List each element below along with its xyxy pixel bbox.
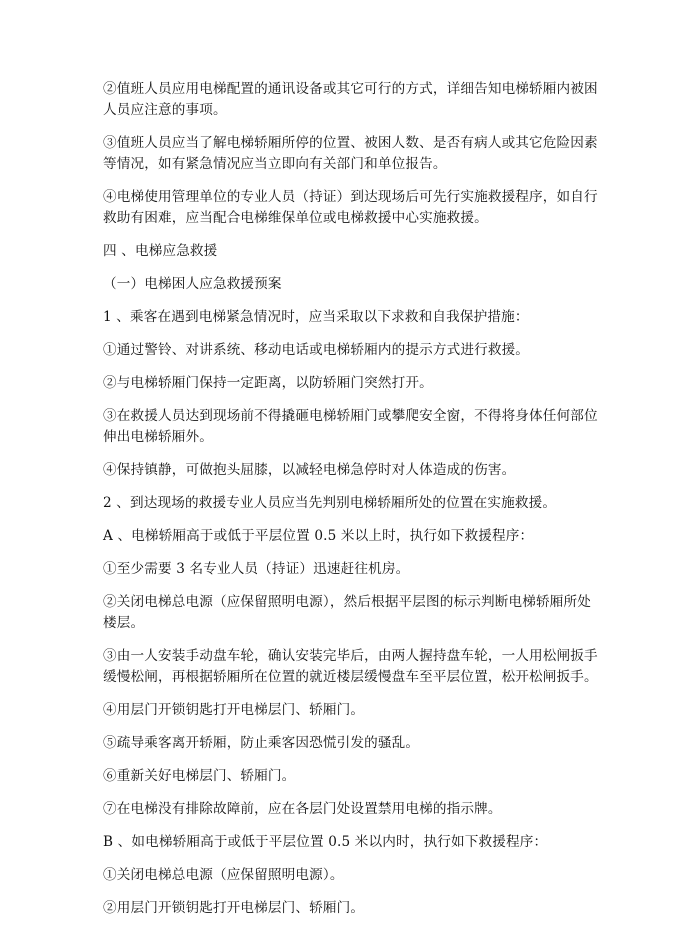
list-item-keep-distance: ②与电梯轿厢门保持一定距离，以防轿厢门突然打开。 [103,375,433,391]
paragraph-professional-rescue: ④电梯使用管理单位的专业人员（持证）到达现场后可先行实施救援程序，如自行救助有困难，应当配合电梯维保单位或电梯救援中心实施救援。 [103,189,598,226]
paragraph-duty-notify: ②值班人员应用电梯配置的通讯设备或其它可行的方式，详细告知电梯轿厢内被困人员应注意的事项。 [103,81,598,118]
paragraph-passenger-measures: 1 、乘客在遇到电梯紧急情况时，应当采取以下求救和自我保护措施： [103,309,529,325]
section-heading-emergency-rescue: 四 、电梯应急救援 [103,243,218,259]
list-item-b2: ②用层门开锁钥匙打开电梯层门、轿厢门。 [103,900,365,916]
list-item-stay-calm: ④保持镇静，可做抱头屈膝，以减轻电梯急停时对人体造成的伤害。 [103,462,516,478]
subsection-heading-trapped-plan: （一）电梯困人应急救援预案 [103,276,282,292]
paragraph-procedure-a: A 、电梯轿厢高于或低于平层位置 0.5 米以上时，执行如下救援程序： [103,528,534,544]
list-item-b1: ①关闭电梯总电源（应保留照明电源）。 [103,867,344,883]
list-item-a1: ①至少需要 3 名专业人员（持证）迅速赶往机房。 [103,561,410,577]
list-item-a6: ⑥重新关好电梯层门、轿厢门。 [103,768,296,784]
list-item-a3: ③由一人安装手动盘车轮，确认安装完毕后，由两人握持盘车轮，一人用松闸扳手缓慢松闸，再根据轿厢所在位置的就近楼层缓慢盘车至平层位置，松开松闸扳手。 [103,648,598,685]
list-item-a5: ⑤疏导乘客离开轿厢，防止乘客因恐慌引发的骚乱。 [103,735,420,751]
paragraph-procedure-b: B 、如电梯轿厢高于或低于平层位置 0.5 米以内时，执行如下救援程序： [103,834,548,850]
list-item-a7: ⑦在电梯没有排除故障前，应在各层门处设置禁用电梯的指示牌。 [103,801,502,817]
list-item-alarm: ①通过警铃、对讲系统、移动电话或电梯轿厢内的提示方式进行救援。 [103,342,530,358]
list-item-a2: ②关闭电梯总电源（应保留照明电源），然后根据平层图的标示判断电梯轿厢所处楼层。 [103,594,591,631]
document-body [103,79,603,931]
list-item-no-prying: ③在救援人员达到现场前不得撬砸电梯轿厢门或攀爬安全窗，不得将身体任何部位伸出电梯轿厢外。 [103,408,598,445]
list-item-a4: ④用层门开锁钥匙打开电梯层门、轿厢门。 [103,702,365,718]
paragraph-rescue-position: 2 、到达现场的救援专业人员应当先判别电梯轿厢所处的位置在实施救援。 [103,495,557,511]
paragraph-duty-assess: ③值班人员应当了解电梯轿厢所停的位置、被困人数、是否有病人或其它危险因素等情况，如有紧急情况应当立即向有关部门和单位报告。 [103,135,598,172]
